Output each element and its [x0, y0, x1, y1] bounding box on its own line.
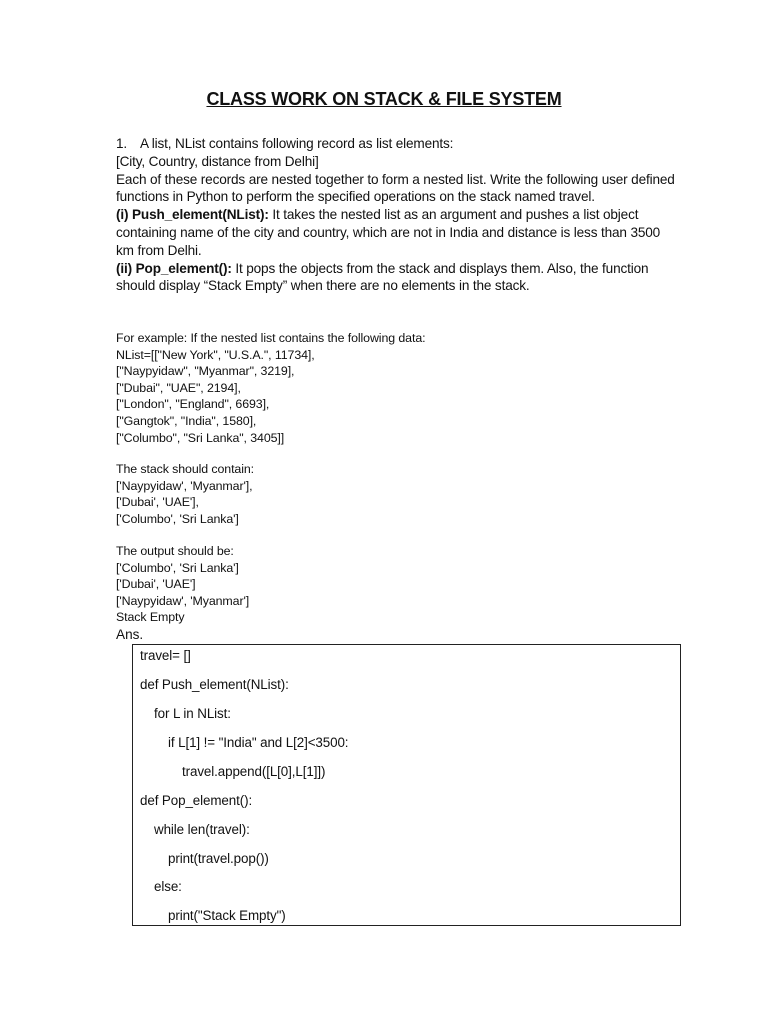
output-heading: The output should be: [116, 544, 234, 558]
output-line: ['Dubai', 'UAE'] [116, 577, 196, 592]
output-line: Stack Empty [116, 610, 185, 625]
code-line: travel= [] [140, 648, 191, 663]
part-1-text: It takes the nested list as an argument and pushes a list object containing name of the city and country, which are not in India and distance is less than 3500 km from Delhi. [116, 207, 661, 258]
question-1 [116, 135, 676, 295]
example-line: NList=[["New York", "U.S.A.", 11734], [116, 347, 315, 362]
code-line: print("Stack Empty") [168, 908, 286, 923]
code-line: while len(travel): [154, 822, 250, 837]
question-intro [116, 135, 676, 153]
code-line: def Push_element(NList): [140, 677, 289, 692]
code-line: if L[1] != "India" and L[2]<3500: [168, 735, 349, 750]
record-format: [City, Country, distance from Delhi] [116, 153, 319, 169]
code-line: print(travel.pop()) [168, 851, 269, 866]
stack-line: ['Naypyidaw', 'Myanmar'], [116, 478, 253, 493]
code-line: travel.append([L[0],L[1]]) [182, 764, 326, 779]
question-intro-text: A list, NList contains following record as list elements: [140, 136, 454, 151]
output-block [116, 543, 676, 626]
part-2-label: (ii) Pop_element(): [116, 260, 232, 276]
page-title: CLASS WORK ON STACK & FILE SYSTEM [206, 89, 562, 109]
part-1-label: (i) Push_element(NList): [116, 207, 269, 223]
question-number: 1. [116, 136, 128, 151]
example-heading: For example: If the nested list contains the following data: [116, 331, 426, 345]
code-line: else: [154, 879, 182, 894]
part-2-text: It pops the objects from the stack and displays them. Also, the function should display “Stack Empty” when there are no elements in the stack. [116, 260, 649, 294]
example-line: ["Dubai", "UAE", 2194], [116, 380, 241, 395]
code-box [132, 644, 681, 926]
answer-label: Ans. [116, 627, 144, 642]
question-description: Each of these records are nested together to form a nested list. Write the following user defined functions in Python to perform the specified operations on the stack named travel. [116, 171, 675, 205]
code-line: def Pop_element(): [140, 793, 253, 808]
example-line: ["London", "England", 6693], [116, 397, 270, 412]
example-line: ["Columbo", "Sri Lanka", 3405]] [116, 430, 285, 445]
output-line: ['Naypyidaw', 'Myanmar'] [116, 593, 250, 608]
output-line: ['Columbo', 'Sri Lanka'] [116, 560, 239, 575]
part-1 [116, 206, 676, 259]
stack-line: ['Columbo', 'Sri Lanka'] [116, 511, 239, 526]
stack-heading: The stack should contain: [116, 462, 255, 476]
example-line: ["Naypyidaw", "Myanmar", 3219], [116, 364, 295, 379]
part-2 [116, 260, 676, 296]
example-block [116, 330, 676, 446]
stack-line: ['Dubai', 'UAE'], [116, 495, 199, 510]
example-line: ["Gangtok", "India", 1580], [116, 413, 257, 428]
code-line: for L in NList: [154, 706, 231, 721]
stack-block [116, 461, 676, 527]
